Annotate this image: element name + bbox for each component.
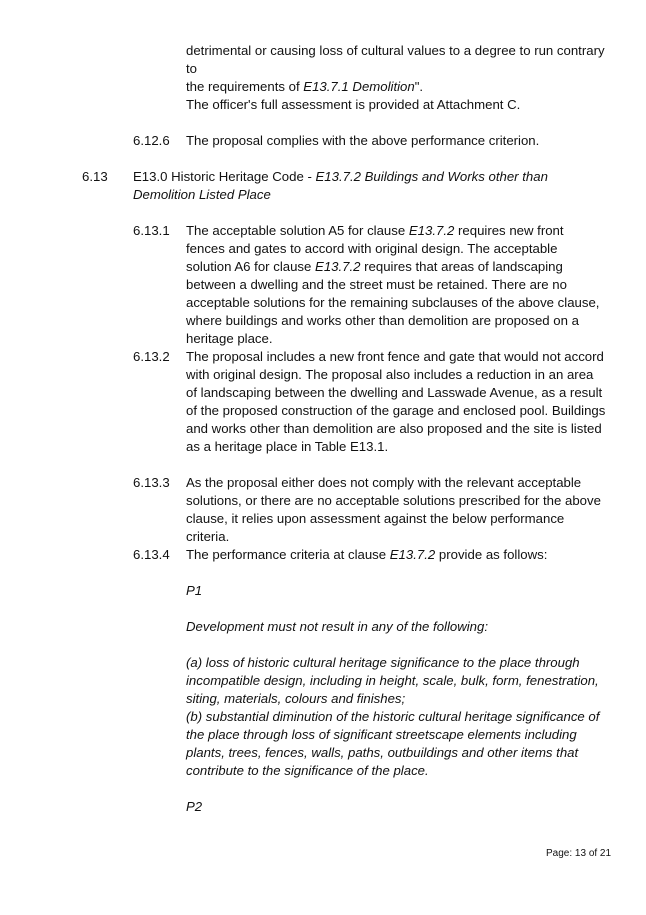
paragraph-6-13-3: As the proposal either does not comply with the relevant acceptable solutions, or there are no acceptable solutions prescribed for the above clause, it relies upon assessment against the below performance criteria. (186, 475, 601, 544)
criterion-p1-item-b: (b) substantial diminution of the historic cultural heritage significance of the place through loss of significant streetscape elements including plants, trees, fences, walls, paths, outbuildings and other items that contribute to the significance of the place. (186, 709, 600, 778)
criterion-p2-label: P2 (186, 799, 203, 814)
criterion-p1-label: P1 (186, 583, 203, 598)
paragraph-number: 6.13.2 (133, 349, 170, 364)
intro-paragraph: detrimental or causing loss of cultural values to a degree to run contrary to the requirements of E13.7.1 Demolition". (186, 43, 605, 94)
page-number: Page: 13 of 21 (546, 848, 612, 859)
section-number: 6.13 (82, 169, 108, 184)
section-title: E13.0 Historic Heritage Code - E13.7.2 Buildings and Works other than Demolition Listed Place (133, 169, 548, 202)
intro-line-1: detrimental or causing loss of cultural values to a degree to run contrary to (186, 43, 605, 76)
criterion-p1-item-a: (a) loss of historic cultural heritage significance to the place through incompatible design, including in height, scale, bulk, form, fenestration, siting, materials, colours and finishes; (186, 655, 599, 706)
paragraph-6-13-1: The acceptable solution A5 for clause E13.7.2 requires new front fences and gates to accord with original design. The acceptable solution A6 for clause E13.7.2 requires that areas of landscaping between a dwelling and the street must be retained. There are no acceptable solutions for the remaining subclauses of the above clause, where buildings and works other than demolition are proposed on a heritage place. (186, 223, 600, 346)
paragraph-6-13-4: The performance criteria at clause E13.7.2 provide as follows: (186, 547, 548, 562)
criterion-p1-intro: Development must not result in any of the following: (186, 619, 489, 634)
clause-reference: E13.7.1 Demolition (303, 79, 415, 94)
paragraph-number: 6.13.1 (133, 223, 170, 238)
paragraph-number: 6.13.3 (133, 475, 170, 490)
section-title-reference: E13.7.2 Buildings and Works other than Demolition Listed Place (133, 169, 548, 202)
paragraph-6-13-2: The proposal includes a new front fence and gate that would not accord with original design. The proposal also includes a reduction in an area of landscaping between the dwelling and Lasswade Avenue, as a result of the proposed construction of the garage and enclosed pool. Buildings and works other than demolition are also proposed and the site is listed as a heritage place in Table E13.1. (186, 349, 606, 454)
paragraph-number: 6.13.4 (133, 547, 170, 562)
assessment-note: The officer's full assessment is provided at Attachment C. (186, 97, 521, 112)
paragraph-number: 6.12.6 (133, 133, 170, 148)
paragraph-6-12-6: The proposal complies with the above performance criterion. (186, 133, 540, 148)
